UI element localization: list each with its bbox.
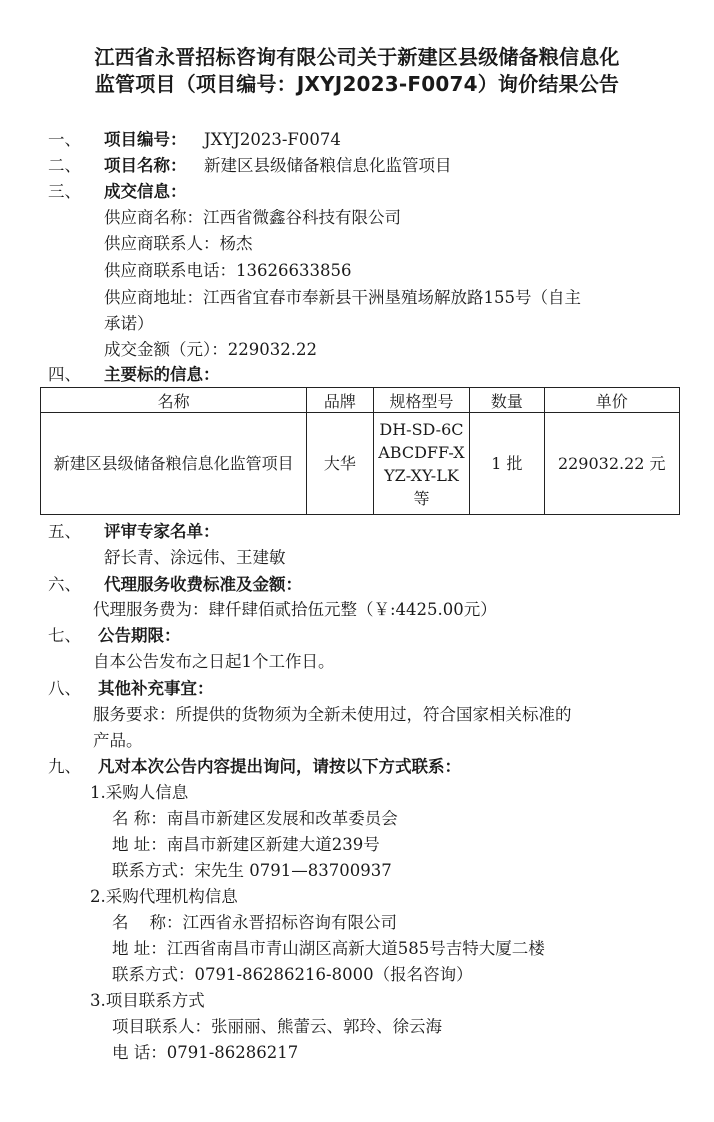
project-contact-people: 项目联系人：张丽丽、熊蕾云、郭玲、徐云海 [112,1017,442,1036]
column-header-brand: 品牌 [307,388,373,413]
agency-fee-value: 代理服务费为：肆仟肆佰贰拾伍元整（￥:4425.00元） [93,600,497,619]
cell-name: 新建区县级储备粮信息化监管项目 [41,413,307,515]
cell-quantity: 1 批 [470,413,544,515]
project-contact-phone: 电 话：0791-86286217 [112,1043,299,1062]
table-row [41,413,680,515]
agency-heading: 2.采购代理机构信息 [90,887,238,906]
section-label: 评审专家名单： [104,522,220,541]
section-label: 其他补充事宜： [98,679,214,698]
supplier-phone: 供应商联系电话：13626633856 [104,261,352,280]
cell-brand: 大华 [307,413,373,515]
section-label: 项目编号： [104,130,187,149]
project-name-value: 新建区县级储备粮信息化监管项目 [204,156,452,175]
buyer-heading: 1.采购人信息 [90,783,189,802]
section-label: 凡对本次公告内容提出询问，请按以下方式联系： [98,757,461,776]
supplier-contact: 供应商联系人：杨杰 [104,234,253,253]
buyer-name: 名 称：南昌市新建区发展和改革委员会 [112,809,398,828]
section-number: 三、 [48,182,81,201]
service-requirement-line-1: 服务要求：所提供的货物须为全新未使用过，符合国家相关标准的 [93,705,572,724]
table-header-row [41,388,680,413]
supplier-name: 供应商名称：江西省微鑫谷科技有限公司 [104,208,401,227]
section-number: 五、 [48,522,81,541]
cell-spec: DH-SD-6CABCDFF-XYZ-XY-LK等 [373,413,470,515]
items-table [40,387,680,515]
experts-list: 舒长青、涂远伟、王建敏 [104,548,286,567]
buyer-contact: 联系方式：宋先生 0791—83700937 [112,861,392,880]
column-header-price: 单价 [544,388,680,413]
section-number: 一、 [48,130,81,149]
agency-name: 名 称：江西省永晋招标咨询有限公司 [112,913,397,932]
section-label: 代理服务收费标准及金额： [104,575,302,594]
section-number: 七、 [48,626,81,645]
section-label: 公告期限： [98,626,181,645]
section-label: 主要标的信息： [104,365,220,384]
cell-price: 229032.22 元 [544,413,680,515]
title-line-2: 监管项目（项目编号：JXYJ2023-F0074）询价结果公告 [94,72,620,96]
section-number: 六、 [48,575,81,594]
section-label: 成交信息： [104,182,187,201]
project-contact-heading: 3.项目联系方式 [90,991,205,1010]
title-line-1: 江西省永晋招标咨询有限公司关于新建区县级储备粮信息化 [94,45,620,69]
section-number: 四、 [48,365,81,384]
buyer-address: 地 址：南昌市新建区新建大道239号 [112,835,380,854]
supplier-address-line-2: 承诺） [104,314,154,333]
announcement-title [20,44,694,98]
service-requirement-line-2: 产品。 [93,731,143,750]
agency-contact: 联系方式：0791-86286216-8000（报名咨询） [112,965,473,984]
project-number-value: JXYJ2023-F0074 [204,130,341,149]
section-number: 二、 [48,156,81,175]
column-header-quantity: 数量 [470,388,544,413]
column-header-name: 名称 [41,388,307,413]
supplier-address-line-1: 供应商地址：江西省宜春市奉新县干洲垦殖场解放路155号（自主 [104,288,581,307]
deal-amount: 成交金额（元）：229032.22 [104,340,317,359]
agency-address: 地 址：江西省南昌市青山湖区高新大道585号吉特大厦二楼 [112,939,545,958]
column-header-spec: 规格型号 [373,388,470,413]
section-label: 项目名称： [104,156,187,175]
section-number: 九、 [48,757,81,776]
section-number: 八、 [48,679,81,698]
notice-period-value: 自本公告发布之日起1个工作日。 [93,652,335,671]
